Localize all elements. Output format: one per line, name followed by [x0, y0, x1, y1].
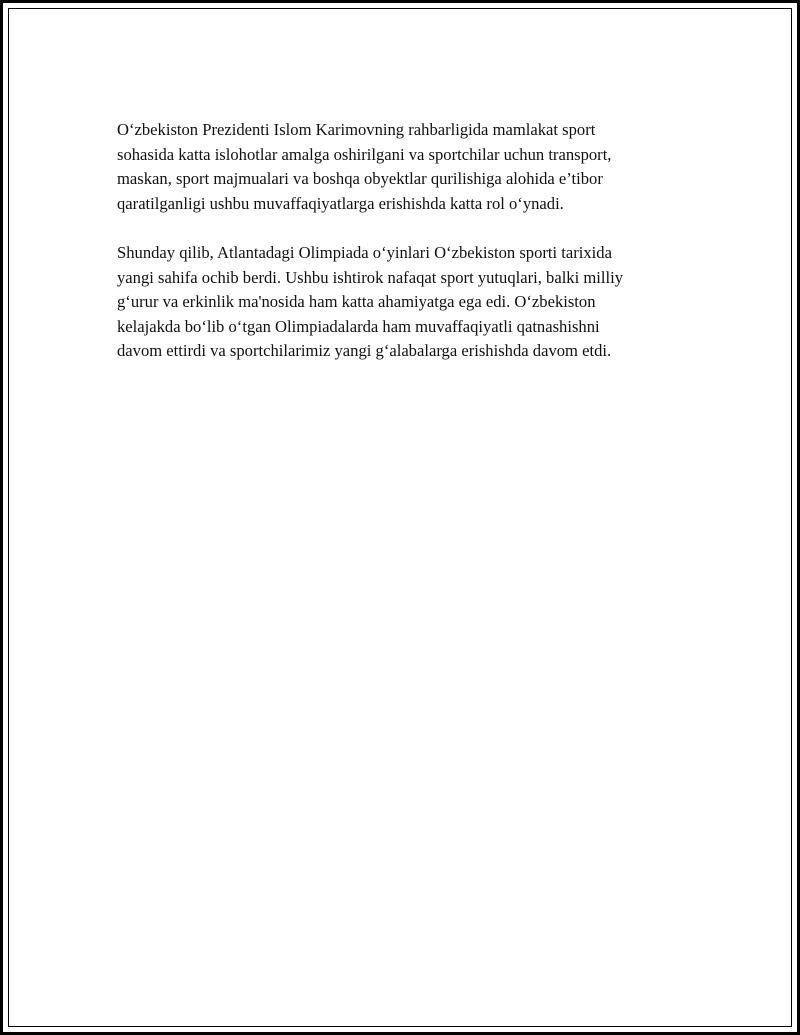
paragraph-2: Shunday qilib, Atlantadagi Olimpiada o‘yinlari O‘zbekiston sporti tarixida yangi sahifa ochib berdi. Ushbu ishtirok nafaqat sport yutuqlari, balki milliy g‘urur va erkinlik ma'nosida ham katta ahamiyatga ega edi. O‘zbekiston kelajakda bo‘lib o‘tgan Olimpiadalarda ham muvaffaqiyatli qatnashishni davom ettirdi va sportchilarimiz yangi g‘alabalarga erishishda davom etdi. — [117, 242, 624, 361]
document-body — [117, 118, 697, 389]
paragraph-1: O‘zbekiston Prezidenti Islom Karimovning rahbarligida mamlakat sport sohasida katta islohotlar amalga oshirilgani va sportchilar uchun transport, maskan, sport majmualari va boshqa obyektlar qurilishiga alohida e’tibor qaratilganligi ushbu muvaffaqiyatlarga erishishda katta rol o‘ynadi. — [117, 120, 612, 213]
